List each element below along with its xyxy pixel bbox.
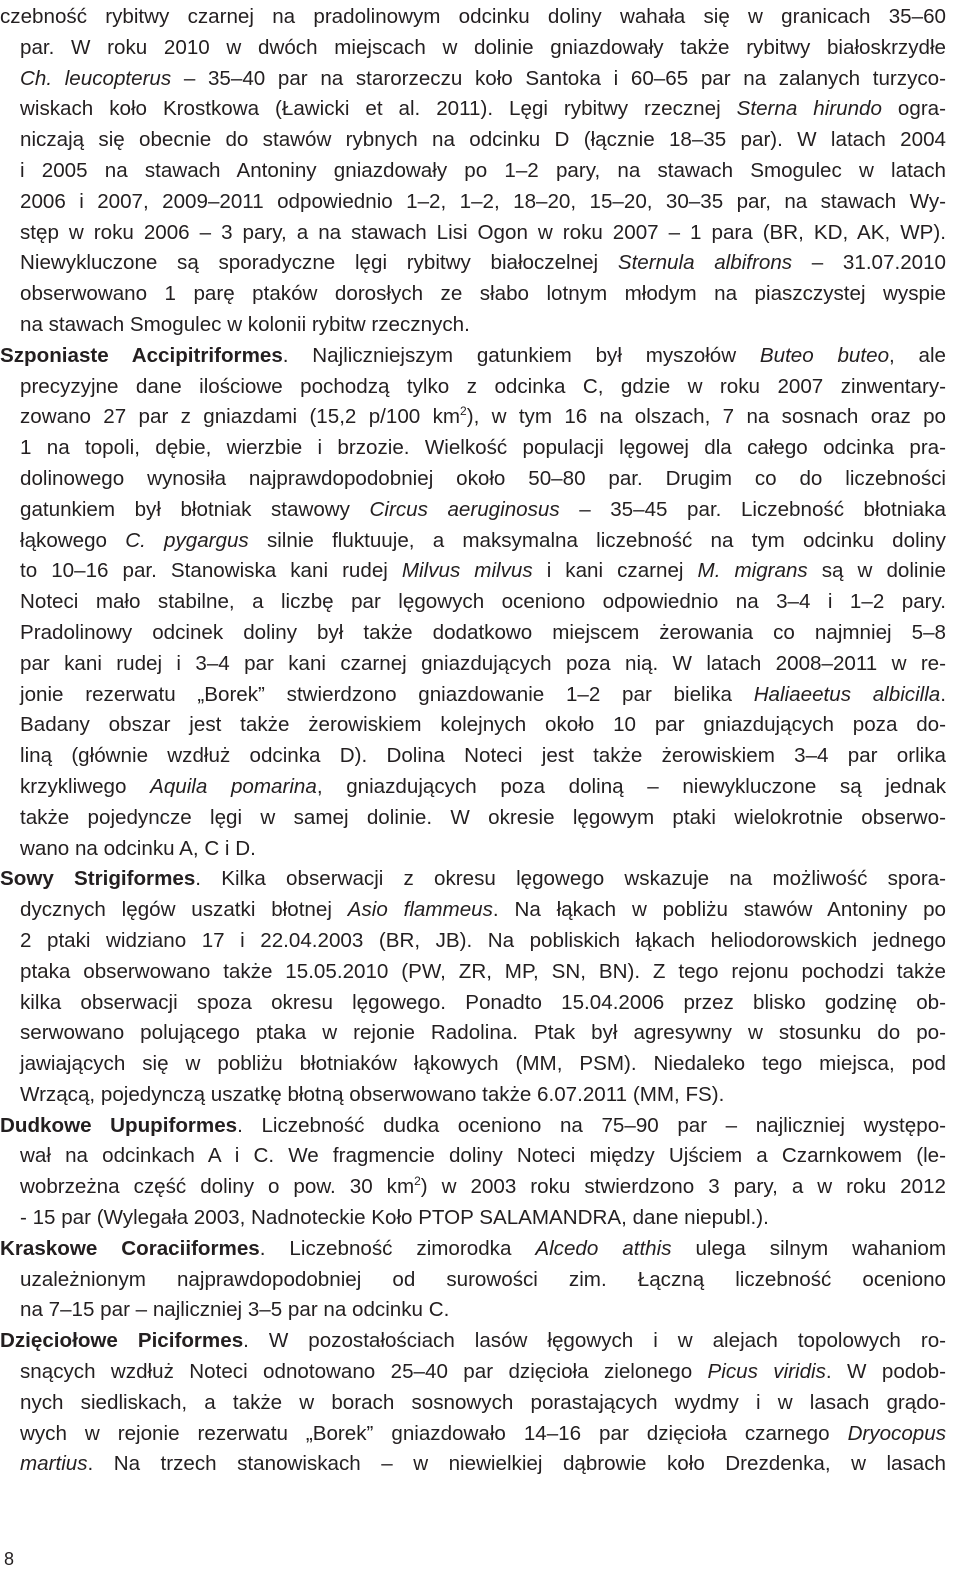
text-line: obserwowano 1 parę ptaków dorosłych ze słabo lotnym młodym na piaszczystej wyspie xyxy=(20,282,946,306)
text-line: nych siedliskach, a także w borach sosnowych porastających wydmy i w lasach grądo- xyxy=(20,1390,946,1414)
heading-coraciiformes: Kraskowe Coraciiformes xyxy=(0,1236,260,1260)
text-line: jawiających się w pobliżu błotniaków łąkowych (MM, PSM). Niedaleko tego miejsca, pod xyxy=(20,1052,946,1076)
text-line: na stawach Smogulec w kolonii rybitw rzecznych. xyxy=(20,312,470,336)
text-line: niczają się obecnie do stawów rybnych na odcinku D (łącznie 18–35 par). W latach 2004 xyxy=(20,128,946,152)
text-line: dycznych lęgów uszatki błotnej Asio flammeus. Na łąkach w pobliżu stawów Antoniny po xyxy=(20,898,946,922)
text-line: Pradolinowy odcinek doliny był także dodatkowo miejscem żerowania co najmniej 5–8 xyxy=(20,620,946,644)
heading-piciformes: Dzięciołowe Piciformes xyxy=(0,1329,244,1353)
text-line: 1 na topoli, dębie, wierzbie i brzozie. Wielkość populacji lęgowej dla całego odcinka pra- xyxy=(20,436,946,460)
text-line: zowano 27 par z gniazdami (15,2 p/100 $km^2$), w tym 16 na olszach, 7 na sosnach oraz po xyxy=(20,404,946,429)
section-heading-line: Sowy Strigiformes. Kilka obserwacji z okresu lęgowego wskazuje na możliwość spora- xyxy=(0,867,946,891)
text-line: Wrzącą, pojedynczą uszatkę błotną obserwowano także 6.07.2011 (MM, FS). xyxy=(20,1082,725,1106)
text-line: uzależnionym najprawdopodobniej od surowości zim. Łączną liczebność oceniono xyxy=(20,1267,946,1291)
text-body xyxy=(0,2,946,1480)
text-line: na 7–15 par – najliczniej 3–5 par na odcinku C. xyxy=(20,1298,450,1322)
text-line: par kani rudej i 3–4 par kani czarnej gniazdujących poza nią. W latach 2008–2011 w re- xyxy=(20,651,946,675)
text-line: i 2005 na stawach Antoniny gniazdowały po 1–2 pary, na stawach Smogulec w latach xyxy=(20,158,946,182)
text-line: wał na odcinkach A i C. We fragmencie doliny Noteci między Ujściem a Czarnkowem (le- xyxy=(20,1144,946,1168)
text-line: wobrzeżna część doliny o pow. 30 $km^2$) w 2003 roku stwierdzono 3 pary, a w roku 2012 xyxy=(20,1174,946,1199)
heading-accipitriformes: Szponiaste Accipitriformes xyxy=(0,343,283,367)
section-heading-line: Dudkowe Upupiformes. Liczebność dudka oceniono na 75–90 par – najliczniej występo- xyxy=(0,1113,946,1137)
section-heading-line: Dzięciołowe Piciformes. W pozostałościach lasów łęgowych i w alejach topolowych ro- xyxy=(0,1329,946,1353)
heading-strigiformes: Sowy Strigiformes xyxy=(0,867,196,891)
text-line: Ch. leucopterus – 35–40 par na starorzeczu koło Santoka i 60–65 par na zalanych turzyco- xyxy=(20,66,946,90)
text-line: martius. Na trzech stanowiskach – w niewielkiej dąbrowie koło Drezdenka, w lasach xyxy=(20,1452,946,1476)
text-line: ptaka obserwowano także 15.05.2010 (PW, ZR, MP, SN, BN). Z tego rejonu pochodzi także xyxy=(20,959,946,983)
text-line: - 15 par (Wylegała 2003, Nadnoteckie Koło PTOP SALAMANDRA, dane niepubl.). xyxy=(20,1206,769,1230)
text-line: czebność rybitwy czarnej na pradolinowym odcinku doliny wahała się w granicach 35–60 xyxy=(0,5,946,28)
heading-upupiformes: Dudkowe Upupiformes xyxy=(0,1113,238,1137)
text-line: dolinowego wynosiła najprawdopodobniej około 50–80 par. Drugim co do liczebności xyxy=(20,466,946,490)
text-line: snących wzdłuż Noteci odnotowano 25–40 par dzięcioła zielonego Picus viridis. W podob- xyxy=(20,1360,946,1384)
section-heading-line: Kraskowe Coraciiformes. Liczebność zimorodka Alcedo atthis ulega silnym wahaniom xyxy=(0,1236,946,1260)
text-line: stęp w roku 2006 – 3 pary, a na stawach Lisi Ogon w roku 2007 – 1 para (BR, KD, AK, WP). xyxy=(20,220,946,244)
text-line: liną (głównie wzdłuż odcinka D). Dolina Noteci jest także żerowiskiem 3–4 par orlika xyxy=(20,744,946,768)
text-line: Noteci mało stabilne, a liczbę par lęgowych oceniono odpowiednio na 3–4 i 1–2 pary. xyxy=(20,590,946,614)
text-line: 2006 i 2007, 2009–2011 odpowiednio 1–2, 1–2, 18–20, 15–20, 30–35 par, na stawach Wy- xyxy=(20,189,946,213)
text-line: gatunkiem był błotniak stawowy Circus aeruginosus – 35–45 par. Liczebność błotniaka xyxy=(20,497,946,521)
text-line: krzykliwego Aquila pomarina, gniazdujących poza doliną – niewykluczone są jednak xyxy=(20,774,946,798)
text-line: także pojedyncze lęgi w samej dolinie. W okresie lęgowym ptaki wielokrotnie obserwo- xyxy=(20,805,946,829)
text-line: jonie rezerwatu „Borek” stwierdzono gniazdowanie 1–2 par bielika Haliaeetus albicilla. xyxy=(20,682,946,706)
text-line: Niewykluczone są sporadyczne lęgi rybitwy białoczelnej Sternula albifrons – 31.07.2010 xyxy=(20,251,946,275)
section-heading-line: Szponiaste Accipitriformes. Najliczniejszym gatunkiem był myszołów Buteo buteo, ale xyxy=(0,343,946,367)
text-line: par. W roku 2010 w dwóch miejscach w dolinie gniazdowały także rybitwy białoskrzydłe xyxy=(20,35,946,59)
text-line: wych w rejonie rezerwatu „Borek” gniazdowało 14–16 par dzięcioła czarnego Dryocopus xyxy=(20,1421,946,1445)
text-line: serwowano polującego ptaka w rejonie Radolina. Ptak był agresywny w stosunku do po- xyxy=(20,1021,946,1045)
text-line: 2 ptaki widziano 17 i 22.04.2003 (BR, JB). Na pobliskich łąkach heliodorowskich jednego xyxy=(20,928,946,952)
text-line: kilka obserwacji spoza okresu lęgowego. Ponadto 15.04.2006 przez blisko godzinę ob- xyxy=(20,990,946,1014)
text-line: Badany obszar jest także żerowiskiem kolejnych około 10 par gniazdujących poza do- xyxy=(20,713,946,737)
text-line: wano na odcinku A, C i D. xyxy=(20,836,256,860)
text-line: precyzyjne dane ilościowe pochodzą tylko z odcinka C, gdzie w roku 2007 zinwentary- xyxy=(20,374,946,398)
text-line: wiskach koło Krostkowa (Ławicki et al. 2011). Lęgi rybitwy rzecznej Sterna hirundo ogra- xyxy=(20,97,946,121)
text-line: łąkowego C. pygargus silnie fluktuuje, a maksymalna liczebność na tym odcinku doliny xyxy=(20,528,946,552)
page-number: 8 xyxy=(4,1549,15,1569)
text-line: to 10–16 par. Stanowiska kani rudej Milvus milvus i kani czarnej M. migrans są w dolinie xyxy=(20,559,946,583)
